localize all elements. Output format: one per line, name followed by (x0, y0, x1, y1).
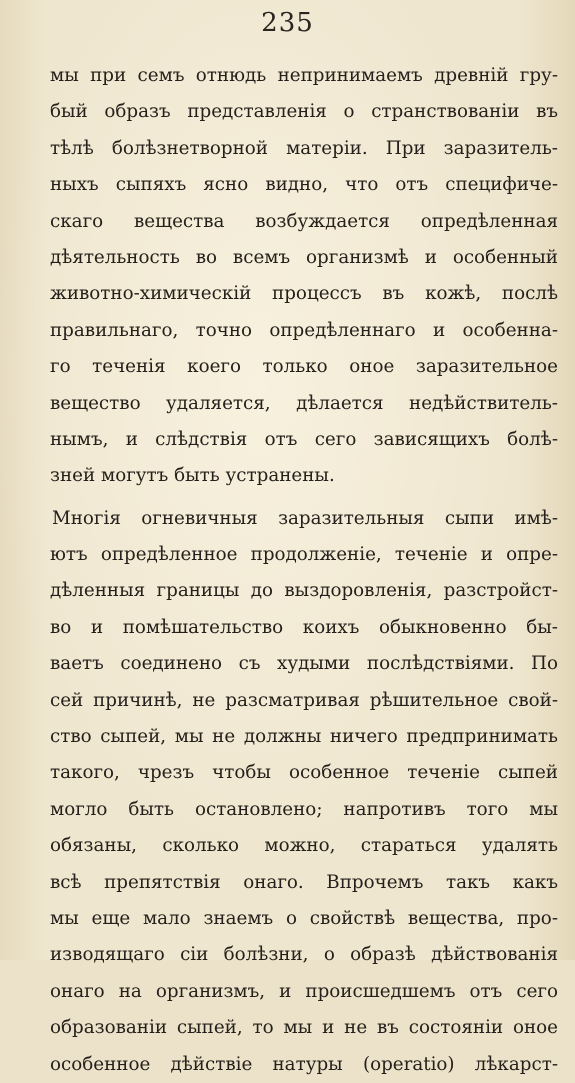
text-line: нымъ, и слѣдствія отъ сего зависящихъ болѣ- (50, 428, 558, 450)
text-line: скаго вещества возбуждается опредѣленная (50, 210, 558, 232)
text-line: дѣленныя границы до выздоровленія, разстройст- (50, 580, 558, 602)
text-line: обязаны, сколько можно, стараться удалять (50, 835, 558, 857)
text-line: животно-химическій процессъ въ кожѣ, послѣ (50, 283, 558, 305)
text-line: ваетъ соединено съ худыми послѣдствіями. По (50, 653, 558, 675)
text-line: мы еще мало знаемъ о свойствѣ вещества, про- (50, 907, 558, 929)
text-line: ютъ опредѣленное продолженіе, теченіе и опре- (50, 544, 558, 566)
text-line: сей причинѣ, не разсматривая рѣшительное свой- (50, 689, 558, 711)
page-number: 235 (261, 8, 314, 38)
text-line: вещество удаляется, дѣлается недѣйствитель- (50, 392, 558, 414)
text-line: зней могутъ быть устранены. (50, 465, 335, 487)
text-line: такого, чрезъ чтобы особенное теченіе сыпей (50, 762, 558, 784)
text-line: образованіи сыпей, то мы и не въ состояніи оное (50, 1017, 558, 1039)
text-line: бый образъ представленія о странствованіи въ (50, 101, 558, 123)
text-line: ство сыпей, мы не должны ничего предпринимать (50, 726, 558, 748)
text-line: онаго на организмъ, и происшедшемъ отъ сего (50, 980, 558, 1002)
text-line: могло быть остановлено; напротивъ того мы (50, 798, 558, 820)
text-line: тѣлѣ болѣзнетворной матеріи. При заразитель- (50, 137, 558, 159)
page-body-text (50, 58, 558, 1083)
text-line: мы при семъ отнюдь непринимаемъ древній гру- (50, 65, 558, 86)
text-line: правильнаго, точно опредѣленнаго и особенна- (50, 319, 558, 341)
text-line: изводящаго сіи болѣзни, о образѣ дѣйствованія (50, 944, 558, 966)
paragraph-2 (50, 501, 558, 1083)
text-line: го теченія коего только оное заразительное (50, 356, 558, 378)
text-line: всѣ препятствія онаго. Впрочемъ такъ какъ (50, 871, 558, 893)
text-line: во и помѣшательство коихъ обыкновенно бы- (50, 616, 558, 638)
text-line: ныхъ сыпяхъ ясно видно, что отъ специфиче- (50, 174, 558, 196)
paragraph-1 (50, 58, 558, 495)
text-line: дѣятельность во всемъ организмѣ и особенный (50, 246, 558, 268)
text-line: особенное дѣйствіе натуры (operatio) лѣкарст- (50, 1053, 558, 1075)
text-line: Многія огневичныя заразительныя сыпи имѣ- (52, 507, 558, 529)
